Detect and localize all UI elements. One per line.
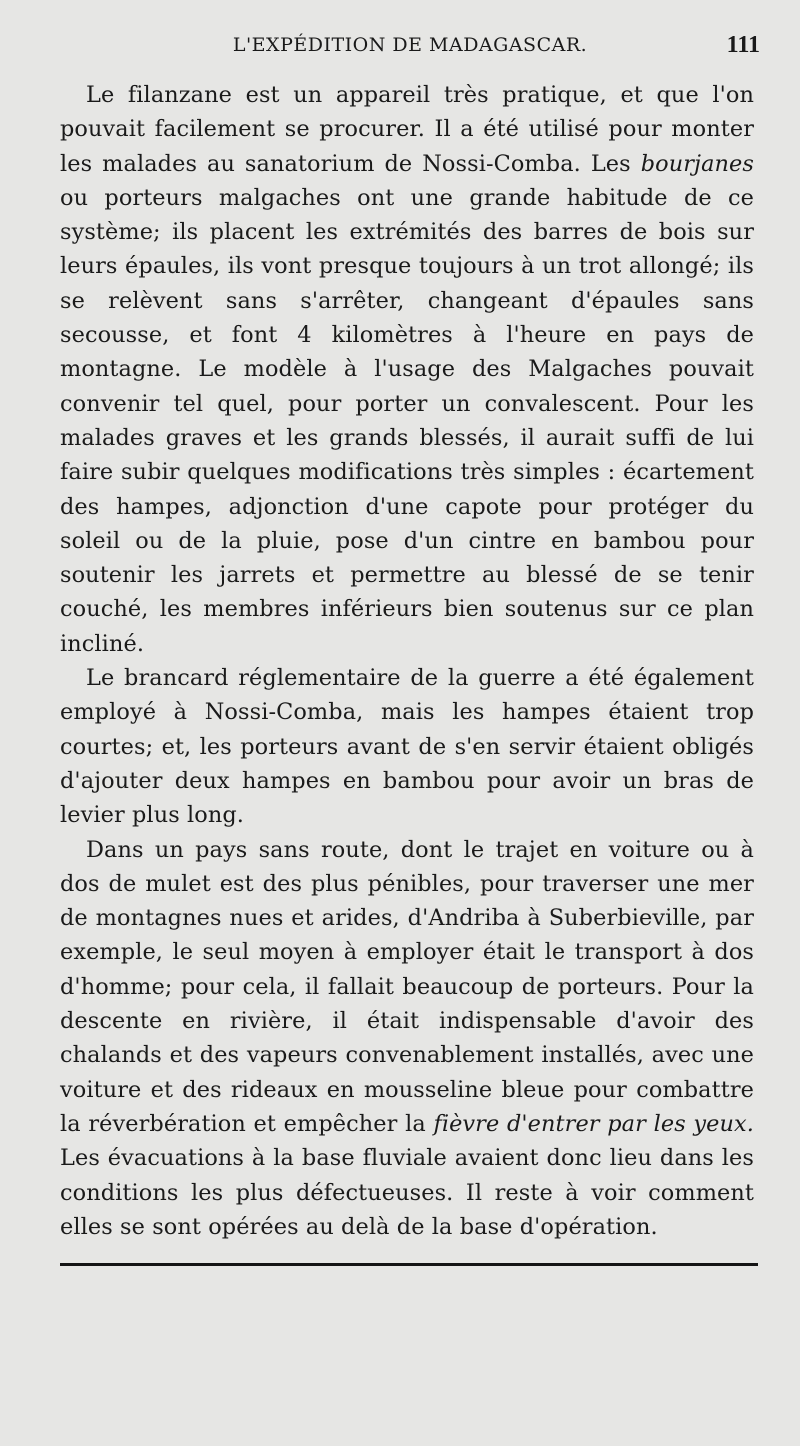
paragraph-text: Le filanzane est un appareil très pratique, et que l'on pouvait facilement se procurer. Il a été utilisé pour monter les malades au sanatorium de Nossi-Comba. Les (60, 82, 754, 177)
running-head (60, 30, 760, 64)
paragraph-text: ou porteurs malgaches ont une grande habitude de ce système; ils placent les extrémités des barres de bois sur leurs épaules, ils vont presque toujours à un trot allongé; ils se relèvent sans s'arrêter, changeant d'épaules sans secousse, et font 4 kilomètres à l'heure en pays de montagne. Le modèle à l'usage des Malgaches pouvait convenir tel quel, pour porter un convalescent. Pour les malades graves et les grands blessés, il aurait suffi de lui faire subir quelques modifications très simples : écartement des hampes, adjonction d'une capote pour protéger du soleil ou de la pluie, pose d'un cintre en bambou pour soutenir les jarrets et permettre au blessé de se tenir couché, les membres inférieurs bien soutenus sur ce plan incliné. (60, 184, 754, 657)
footnote-rule (60, 1263, 758, 1266)
italic-term-bourjanes: bourjanes (640, 150, 754, 177)
paragraph-text: Le brancard réglementaire de la guerre a été également employé à Nossi-Comba, mais les hampes étaient trop courtes; et, les porteurs avant de s'en servir étaient obligés d'ajouter deux hampes en bambou pour avoir un bras de levier plus long. (60, 665, 754, 829)
body-text (60, 78, 754, 1244)
paragraph-text: Dans un pays sans route, dont le trajet en voiture ou à dos de mulet est des plus pénibles, pour traverser une mer de montagnes nues et arides, d'Andriba à Suberbieville, par exemple, le seul moyen à employer était le transport à dos d'homme; pour cela, il fallait beaucoup de porteurs. Pour la descente en rivière, il était indispensable d'avoir des chalands et des vapeurs convenablement installés, avec une voiture et des rideaux en mousseline bleue pour combattre la réverbération et empêcher la (60, 836, 754, 1137)
page-number: 111 (726, 32, 760, 58)
paragraph-filanzane (60, 78, 754, 661)
paragraph-brancard (60, 661, 754, 832)
running-title: L'EXPÉDITION DE MADAGASCAR. (232, 34, 588, 56)
paragraph-transport (60, 833, 754, 1245)
italic-phrase-fievre: fièvre d'entrer par les yeux. (433, 1110, 754, 1137)
paragraph-text: Les évacuations à la base fluviale avaient donc lieu dans les conditions les plus défectueuses. Il reste à voir comment elles se sont opérées au delà de la base d'opération. (60, 1145, 754, 1240)
